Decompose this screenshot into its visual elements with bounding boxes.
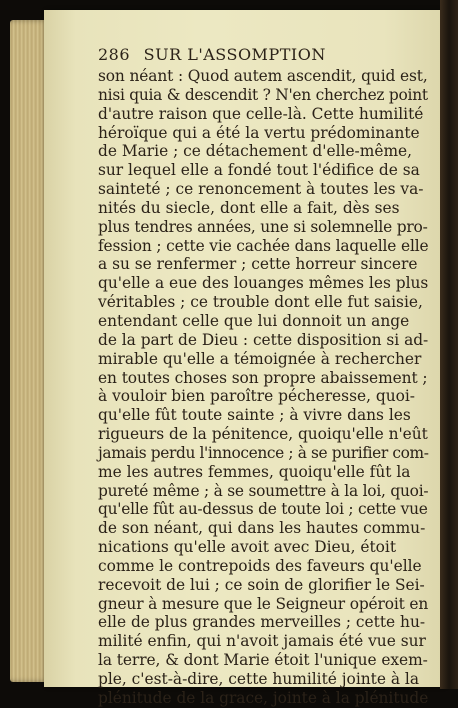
text-line: la terre, & dont Marie étoit l'unique exem- <box>98 651 428 670</box>
text-line: recevoit de lui ; ce soin de glorifier le Sei- <box>98 575 425 594</box>
text-line: nités du siecle, dont elle a fait, dès ses <box>98 198 400 217</box>
text-line: a su se renfermer ; cette horreur sincere <box>98 255 418 274</box>
text-line: comme le contrepoids des faveurs qu'elle <box>98 556 422 575</box>
text-line: pureté même ; à se soumettre à la loi, quoi- <box>98 481 429 500</box>
text-line: plus tendres années, une si solemnelle pro- <box>98 217 428 236</box>
text-line: son néant : Quod autem ascendit, quid est, <box>98 67 428 85</box>
text-line: gneur à mesure que le Seigneur opéroit en <box>98 594 429 613</box>
text-line: entendant celle que lui donnoit un ange <box>98 311 410 330</box>
text-line: nisi quia & descendit ? N'en cherchez point <box>98 85 428 104</box>
text-block <box>98 45 428 708</box>
page-number: 286 <box>98 45 131 64</box>
text-line: de Marie ; ce détachement d'elle-même, <box>98 142 413 161</box>
text-line: qu'elle fût au-dessus de toute loi ; cette vue <box>98 500 428 519</box>
text-line: de la part de Dieu : cette disposition si ad- <box>98 330 429 349</box>
text-line: fession ; cette vie cachée dans laquelle elle <box>98 236 429 255</box>
text-line: qu'elle fût toute sainte ; à vivre dans les <box>98 406 411 425</box>
text-line: mirable qu'elle a témoignée à rechercher <box>98 349 422 368</box>
text-line: plénitude de la grace, jointe à la plénitude <box>98 688 429 707</box>
text-line: nications qu'elle avoit avec Dieu, étoit <box>98 538 397 557</box>
text-line: en toutes choses son propre abaissement ; <box>98 368 428 387</box>
text-line: sur lequel elle a fondé tout l'édifice de sa <box>98 161 420 180</box>
text-line: à vouloir bien paroître pécheresse, quoi- <box>98 387 416 406</box>
text-line: qu'elle a eue des louanges mêmes les plus <box>98 274 429 293</box>
text-line: elle de plus grandes merveilles ; cette hu- <box>98 613 426 632</box>
text-line: de son néant, qui dans les hautes commu- <box>98 519 426 538</box>
page-gutter-shadow <box>440 0 458 689</box>
text-line: d'autre raison que celle-là. Cette humilité <box>98 104 424 123</box>
text-line: jamais perdu l'innocence ; à se purifier com- <box>98 443 429 462</box>
page-header <box>98 45 428 67</box>
page-edges <box>10 20 48 682</box>
text-line: véritables ; ce trouble dont elle fut saisie, <box>98 293 423 312</box>
text-line: me les autres femmes, quoiqu'elle fût la <box>98 462 411 481</box>
text-line: milité enfin, qui n'avoit jamais été vue sur <box>98 632 426 651</box>
running-head: SUR L'ASSOMPTION <box>143 45 326 64</box>
text-line: rigueurs de la pénitence, quoiqu'elle n'eût <box>98 425 428 444</box>
text-line: héroïque qui a été la vertu prédominante <box>98 123 420 142</box>
text-line: ple, c'est-à-dire, cette humilité jointe à la <box>98 670 420 688</box>
body-text <box>98 67 428 708</box>
text-line: sainteté ; ce renoncement à toutes les va- <box>98 180 424 199</box>
